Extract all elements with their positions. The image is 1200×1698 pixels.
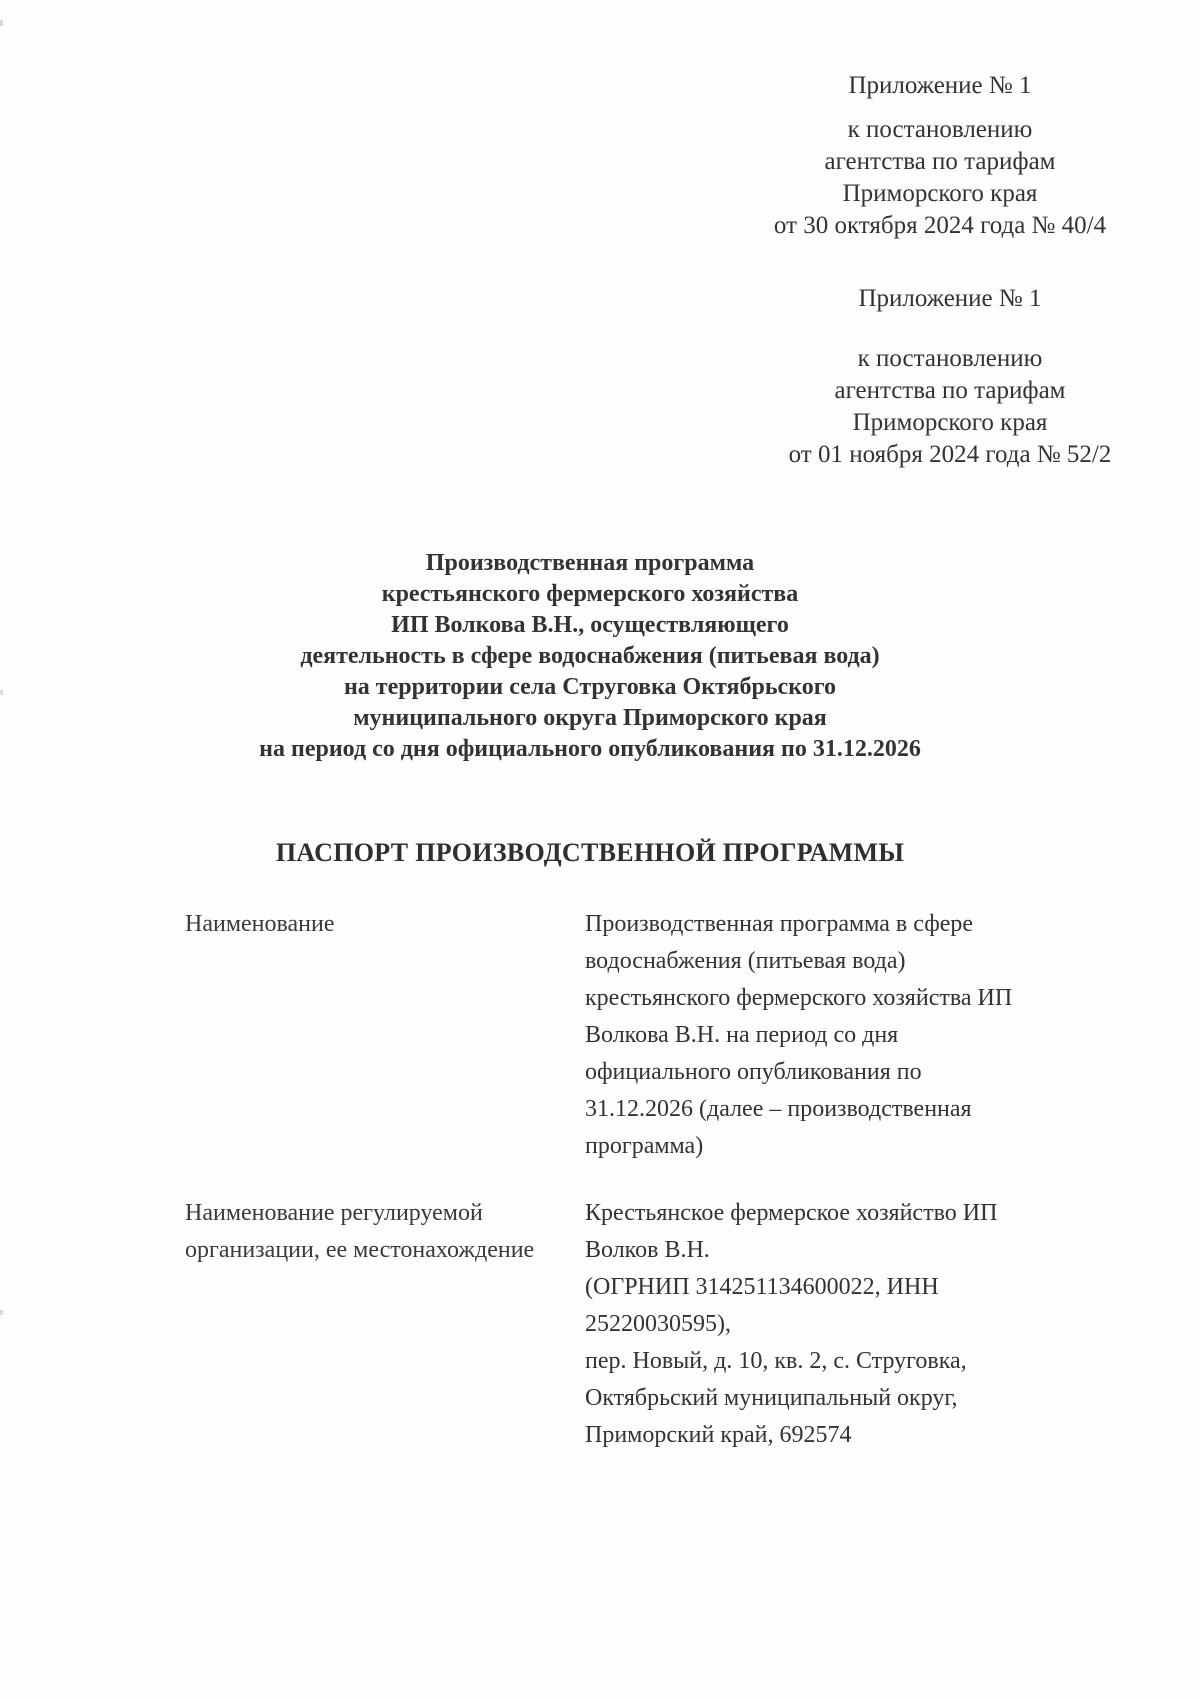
value-line: программа) xyxy=(585,1133,704,1159)
program-title-line: крестьянского фермерского хозяйства xyxy=(381,581,799,607)
value-line: Октябрьский муниципальный округ, xyxy=(585,1385,958,1411)
value-line: (ОГРНИП 314251134600022, ИНН xyxy=(585,1274,939,1300)
annex-block-1 xyxy=(720,70,1160,242)
annex-line: Приморского края xyxy=(842,180,1038,207)
passport-row-value xyxy=(585,906,1105,1165)
scan-edge-mark xyxy=(0,1310,3,1315)
value-line: официального опубликования по xyxy=(585,1059,922,1085)
annex-line: агентства по тарифам xyxy=(824,148,1056,175)
value-line: Крестьянское фермерское хозяйство ИП xyxy=(585,1200,998,1226)
annex-line: к постановлению xyxy=(857,345,1043,372)
program-title-line: Производственная программа xyxy=(425,550,755,576)
passport-row-name xyxy=(185,906,1115,1165)
program-title-line: муниципального округа Приморского края xyxy=(353,705,827,731)
program-title-line: на период со дня официального опубликования по 31.12.2026 xyxy=(259,736,921,762)
value-line: 25220030595), xyxy=(585,1311,731,1337)
passport-row-value xyxy=(585,1195,1105,1454)
scan-edge-mark xyxy=(0,690,3,695)
program-title-line: ИП Волкова В.Н., осуществляющего xyxy=(391,612,789,638)
value-line: Волков В.Н. xyxy=(585,1237,710,1263)
annex-title: Приложение № 1 xyxy=(858,285,1042,312)
annex-block-2 xyxy=(730,283,1170,471)
value-line: 31.12.2026 (далее – производственная xyxy=(585,1096,972,1122)
passport-row-organization xyxy=(185,1195,1115,1454)
passport-heading: ПАСПОРТ ПРОИЗВОДСТВЕННОЙ ПРОГРАММЫ xyxy=(275,838,905,867)
annex-line: от 01 ноября 2024 года № 52/2 xyxy=(788,441,1112,468)
passport-row-label: Наименование регулируемой организации, ее местонахождение xyxy=(185,1200,535,1263)
program-title-line: деятельность в сфере водоснабжения (питьевая вода) xyxy=(300,643,880,669)
program-title-line: на территории села Струговка Октябрьского xyxy=(343,674,837,700)
annex-line: агентства по тарифам xyxy=(834,377,1066,404)
value-line: крестьянского фермерского хозяйства ИП xyxy=(585,985,1013,1011)
passport-row-label: Наименование xyxy=(185,911,335,937)
value-line: Волкова В.Н. на период со дня xyxy=(585,1022,899,1048)
value-line: Приморский край, 692574 xyxy=(585,1422,852,1448)
scan-edge-mark xyxy=(0,20,3,26)
annex-line: Приморского края xyxy=(852,409,1048,436)
value-line: пер. Новый, д. 10, кв. 2, с. Струговка, xyxy=(585,1348,967,1374)
annex-title: Приложение № 1 xyxy=(848,72,1032,99)
annex-line: к постановлению xyxy=(847,116,1033,143)
value-line: Производственная программа в сфере xyxy=(585,911,974,937)
value-line: водоснабжения (питьевая вода) xyxy=(585,948,906,974)
program-title xyxy=(180,548,1000,765)
annex-line: от 30 октября 2024 года № 40/4 xyxy=(773,212,1107,239)
